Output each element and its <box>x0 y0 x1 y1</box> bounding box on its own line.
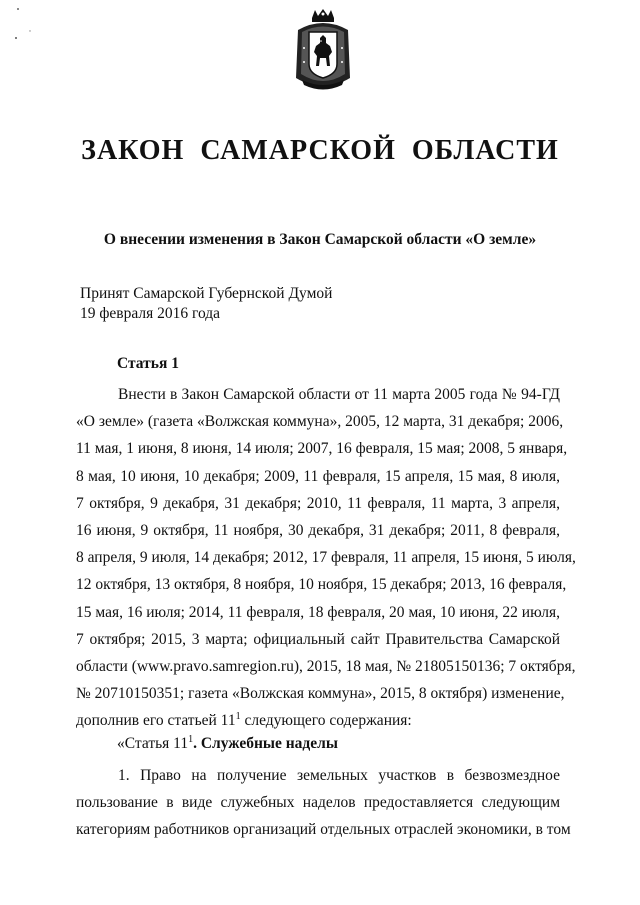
adoption-line: Принят Самарской Губернской Думой <box>80 285 333 302</box>
text-line: Внести в Закон Самарской области от 11 марта 2005 года № 94-ГД <box>118 386 560 403</box>
text-fragment: следующего содержания: <box>240 712 412 730</box>
text-line: пользование в виде служебных наделов предоставляется следующим <box>76 794 560 812</box>
article-11-1-heading <box>117 735 338 753</box>
text-line: 7 октября, 9 декабря, 31 декабря; 2010, 11 февраля, 11 марта, 3 апреля, <box>76 494 560 512</box>
article-1-heading: Статья 1 <box>117 355 179 372</box>
text-line: 1. Право на получение земельных участков в безвозмездное <box>118 767 560 784</box>
text-line: № 20710150351; газета «Волжская коммуна», 2015, 8 октября) изменение, <box>76 685 565 703</box>
superscript: 1 <box>188 733 194 745</box>
text-line: категориям работников организаций отдельных отраслей экономики, в том <box>76 821 571 839</box>
samara-coat-of-arms-icon <box>292 8 354 94</box>
scan-specks <box>8 5 48 45</box>
law-title: ЗАКОН САМАРСКОЙ ОБЛАСТИ <box>81 135 559 166</box>
article-dot: . <box>193 735 201 752</box>
text-line: 12 октября, 13 октября, 8 ноября, 10 ноября, 15 декабря; 2013, 16 февраля, <box>76 576 567 594</box>
article-prefix: «Статья 11 <box>117 735 189 752</box>
adoption-block <box>80 284 332 324</box>
text-fragment: дополнив его статьей 11 <box>76 712 236 730</box>
text-line <box>76 707 560 734</box>
text-line: области (www.pravo.samregion.ru), 2015, 18 мая, № 21805150136; 7 октября, <box>76 657 576 675</box>
article-11-1-paragraph-1 <box>76 762 571 844</box>
article-1-text <box>76 381 576 734</box>
text-line: 8 апреля, 9 июля, 14 декабря; 2012, 17 февраля, 11 апреля, 15 июня, 5 июля, <box>76 549 576 567</box>
text-line: 7 октября; 2015, 3 марта; официальный сайт Правительства Самарской <box>76 630 560 648</box>
article-title: Служебные наделы <box>200 735 338 752</box>
law-subtitle: О внесении изменения в Закон Самарской области «О земле» <box>103 231 537 248</box>
text-line: 16 июня, 9 октября, 11 ноября, 30 декабря, 31 декабря; 2011, 8 февраля, <box>76 521 560 539</box>
superscript: 1 <box>235 711 241 723</box>
text-line: 15 мая, 16 июля; 2014, 11 февраля, 18 февраля, 20 мая, 10 июня, 22 июля, <box>76 603 560 621</box>
text-line: 8 мая, 10 июня, 10 декабря; 2009, 11 февраля, 15 апреля, 15 мая, 8 июля, <box>76 467 560 485</box>
text-line: 11 мая, 1 июня, 8 июня, 14 июля; 2007, 16 февраля, 15 мая; 2008, 5 января, <box>76 440 568 458</box>
text-line: «О земле» (газета «Волжская коммуна», 2005, 12 марта, 31 декабря; 2006, <box>76 413 564 431</box>
adoption-date: 19 февраля 2016 года <box>80 305 221 322</box>
